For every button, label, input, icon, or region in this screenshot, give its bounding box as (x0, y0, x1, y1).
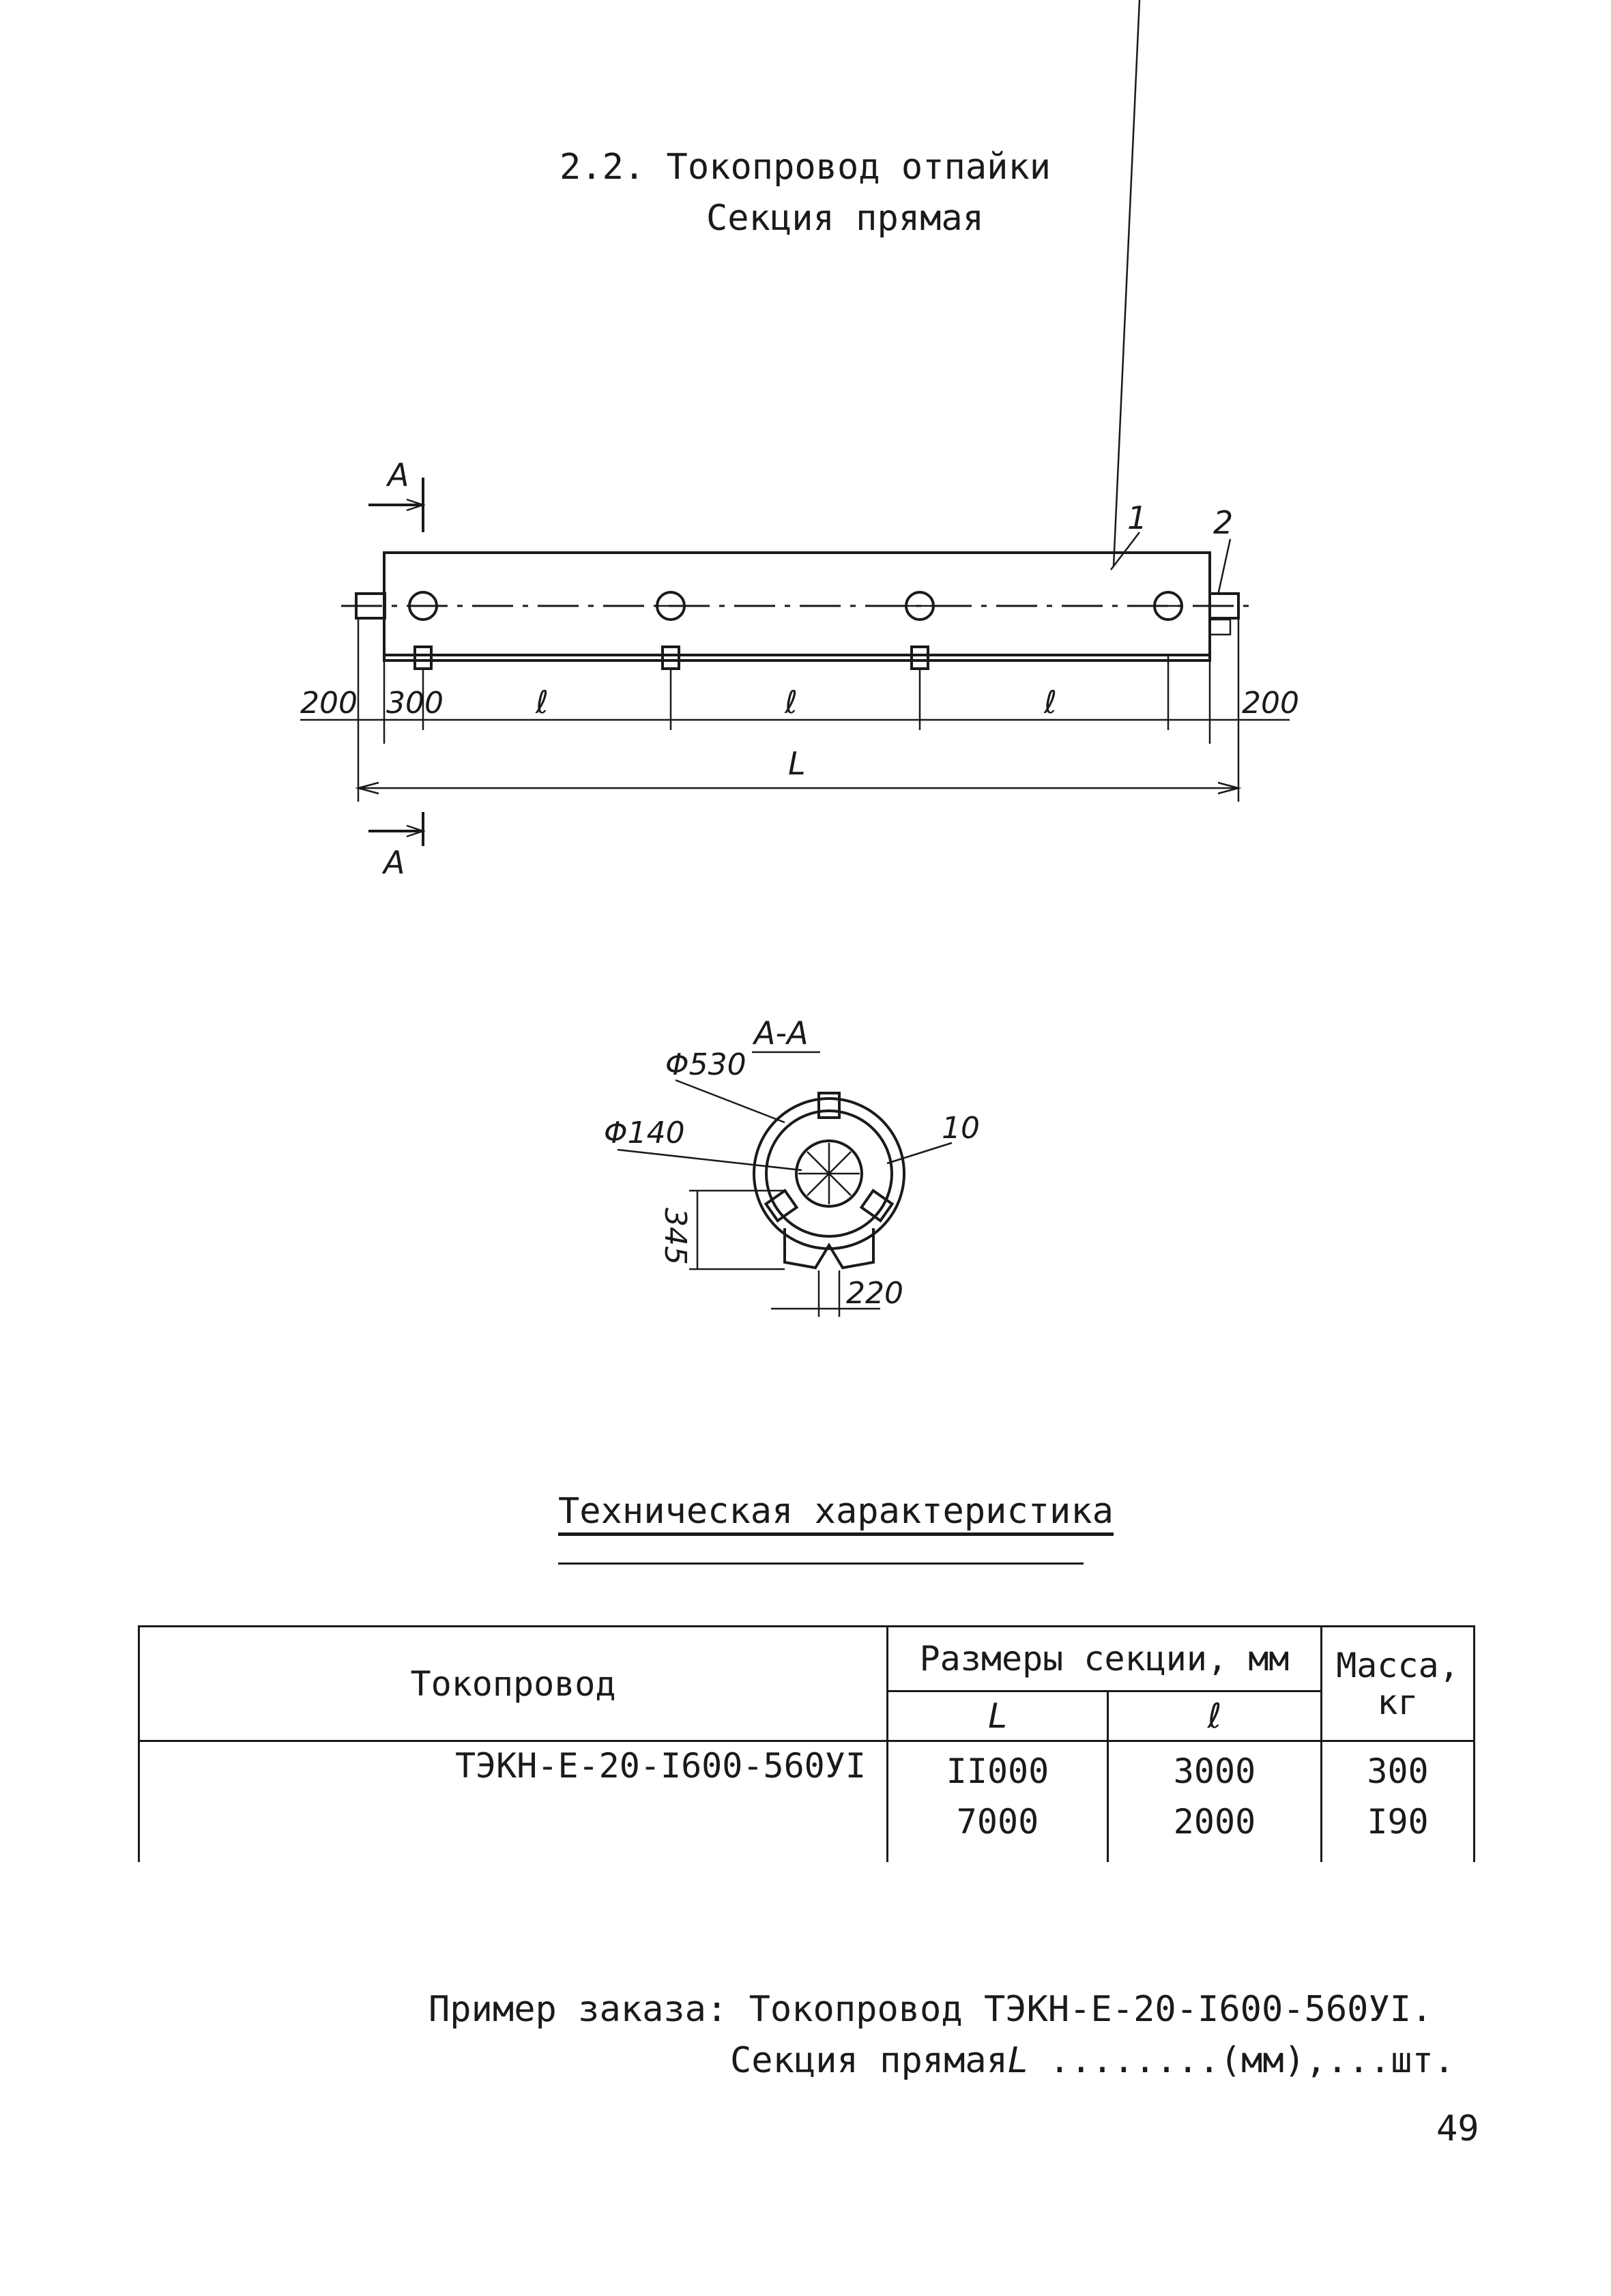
diameter-inner: Φ140 (604, 1116, 685, 1150)
order-example-line2 (730, 2040, 1455, 2081)
support-brackets (415, 647, 928, 669)
tech-title-underline (558, 1563, 1084, 1565)
values-l (1108, 1741, 1322, 1863)
col-l-header: ℓ (1108, 1691, 1322, 1741)
dim-left-200: 200 (300, 686, 358, 721)
row2-l: 2000 (1173, 1802, 1256, 1842)
section-height: 345 (658, 1208, 693, 1265)
side-view (300, 0, 1299, 881)
values-L (888, 1741, 1108, 1863)
tech-title: Техническая характеристика (558, 1491, 1114, 1532)
dim-right-200: 200 (1242, 686, 1299, 721)
product-name: ТЭКН-Е-20-I600-560УI (139, 1741, 888, 1863)
position-2: 2 (1213, 504, 1234, 541)
row1-l: 3000 (1173, 1752, 1256, 1791)
spec-table (138, 1625, 1475, 1862)
dim-total-L: L (788, 745, 806, 782)
values-mass (1322, 1741, 1475, 1863)
order-L: L (1008, 2040, 1028, 2081)
row2-mass: I90 (1367, 1802, 1429, 1842)
row2-L: 7000 (956, 1802, 1039, 1842)
cross-section-label: А-А (754, 1015, 809, 1051)
section-mark-top: А (388, 456, 409, 493)
section-subtitle: Секция прямая (706, 198, 984, 239)
col-mass-header: Масса, кг (1322, 1627, 1475, 1741)
dim-300: 300 (386, 686, 444, 721)
diameter-outer: Φ530 (665, 1047, 746, 1082)
wall-thickness: 10 (942, 1111, 980, 1146)
order-prefix: Секция прямая (730, 2040, 1008, 2081)
order-example-line1: Пример заказа: Токопровод ТЭКН-Е-20-I600-560УI. (429, 1989, 1433, 2030)
row1-mass: 300 (1367, 1752, 1429, 1791)
cross-section (604, 1015, 980, 1317)
dim-l-1: ℓ (536, 684, 549, 721)
section-mark-bottom: А (383, 844, 405, 881)
col-L-header: L (888, 1691, 1108, 1741)
section-title: 2.2. Токопровод отпайки (560, 147, 1051, 188)
dim-l-2: ℓ (785, 684, 798, 721)
section-width: 220 (846, 1276, 903, 1311)
dim-l-3: ℓ (1044, 684, 1058, 721)
col-sizes-header: Размеры секции, мм (888, 1627, 1322, 1691)
position-1: 1 (1127, 499, 1148, 536)
col-name-header: Токопровод (139, 1627, 888, 1741)
page-number: 49 (1436, 2108, 1479, 2149)
order-suffix: ........(мм),...шт. (1027, 2040, 1455, 2081)
row1-L: II000 (946, 1752, 1049, 1791)
